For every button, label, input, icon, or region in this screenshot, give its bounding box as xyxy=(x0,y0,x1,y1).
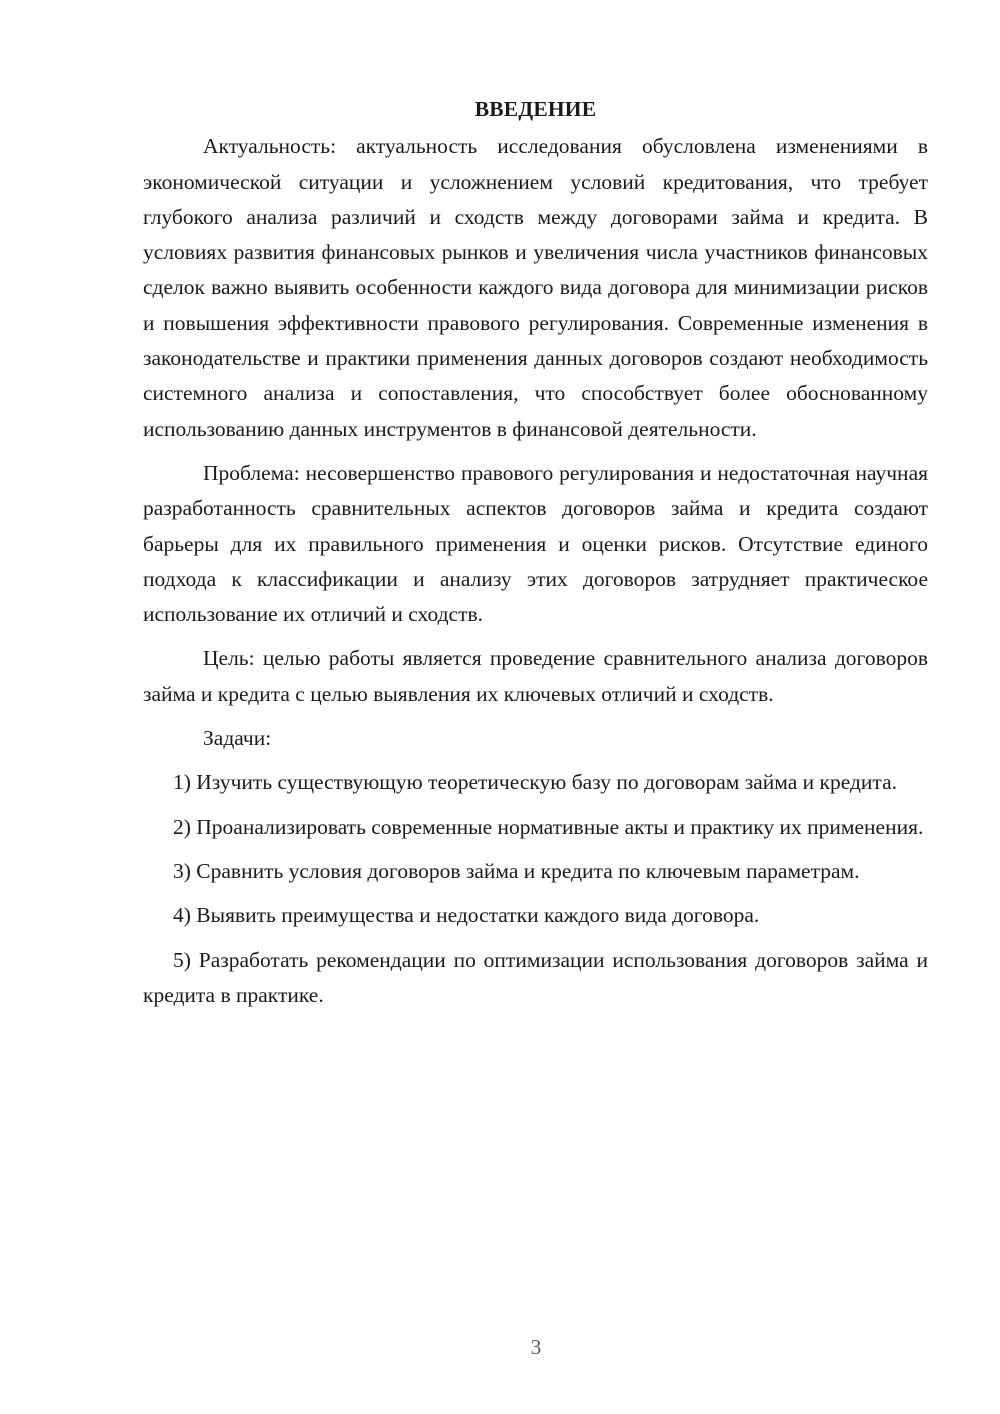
task-item: 3) Сравнить условия договоров займа и кредита по ключевым параметрам. xyxy=(173,858,860,883)
problem-paragraph: Проблема: несовершенство правового регулирования и недостаточная научная разработанность сравнительных аспектов договоров займа и кредита создают барьеры для их правильного применения и оценки рисков. Отсутствие единого подхода к классификации и анализу этих договоров затрудняет практическое использование их отличий и сходств. xyxy=(143,460,928,627)
relevance-paragraph: Актуальность: актуальность исследования обусловлена изменениями в экономической ситуации и усложнением условий кредитования, что требует глубокого анализа различий и сходств между договорами займа и кредита. В условиях развития финансовых рынков и увеличения числа участников финансовых сделок важно выявить особенности каждого вида договора для минимизации рисков и повышения эффективности правового регулирования. Современные изменения в законодательстве и практики применения данных договоров создают необходимость системного анализа и сопоставления, что способствует более обоснованному использованию данных инструментов в финансовой деятельности. xyxy=(143,134,928,441)
page-number: 3 xyxy=(530,1335,542,1359)
page-content xyxy=(143,92,928,1013)
goal-paragraph: Цель: целью работы является проведение сравнительного анализа договоров займа и кредита с целью выявления их ключевых отличий и сходств. xyxy=(143,646,928,706)
task-item: 5) Разработать рекомендации по оптимизации использования договоров займа и кредита в практике. xyxy=(143,947,928,1007)
task-item: 1) Изучить существующую теоретическую базу по договорам займа и кредита. xyxy=(173,770,897,795)
task-item: 2) Проанализировать современные нормативные акты и практику их применения. xyxy=(173,814,924,839)
tasks-heading: Задачи: xyxy=(203,726,272,751)
task-item: 4) Выявить преимущества и недостатки каждого вида договора. xyxy=(173,903,760,928)
section-title: ВВЕДЕНИЕ xyxy=(474,97,597,121)
